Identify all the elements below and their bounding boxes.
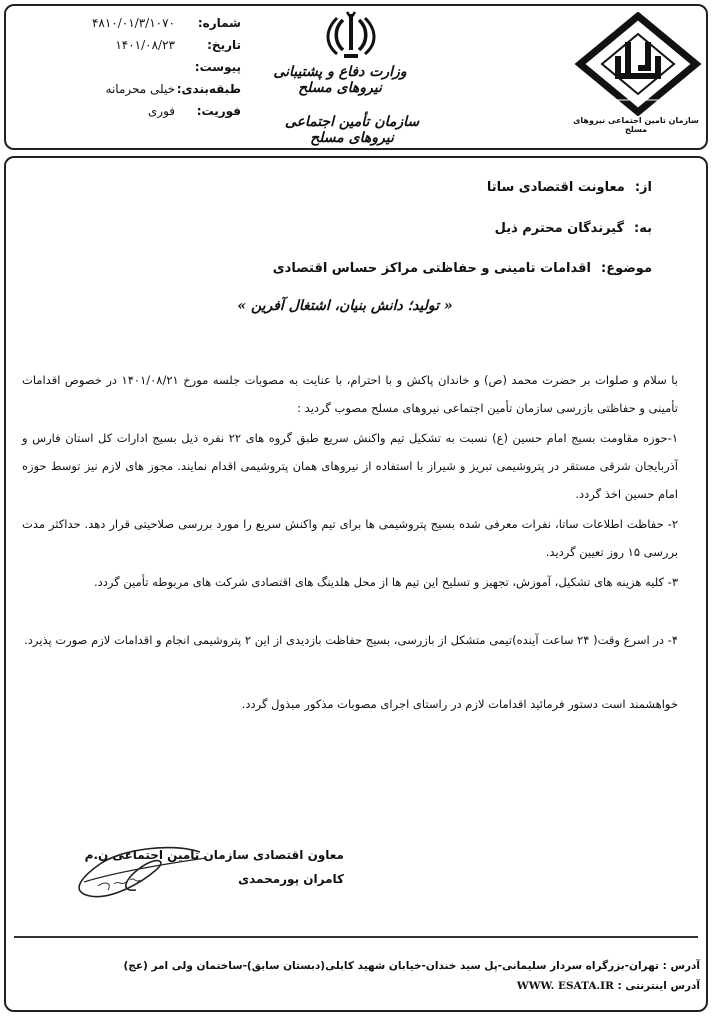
item-1-paragraph: ۱-حوزه مقاومت بسیج امام حسین (ع) نسبت به تشکیل تیم واکنش سریع طبق گروه های ۲۲ نفره ذیل بسیج ادارات کل استان فارس و آذربایجان شرقی مستقر در پتروشیمی تبریز و شیراز با استفاده از نیروهای همان پتروشیمی اقدام نمایند. مجوز های لازم نیز توسط حوزه امام حسین اخذ گردد.	[22, 431, 678, 501]
priority-value: فوری	[147, 104, 175, 118]
motto: « تولید؛ دانش بنیان، اشتغال آفرین »	[237, 298, 453, 314]
to-value: گیرندگان محترم ذیل	[494, 221, 625, 236]
number-value: ۴۸۱۰/۰۱/۳/۱۰۷۰	[91, 16, 175, 30]
national-emblem-icon	[326, 10, 376, 62]
subject-label: موضوع:	[601, 261, 652, 276]
subject-value: اقدامات تامینی و حفاظتی مراکز حساس اقتصادی	[272, 261, 591, 276]
closing-paragraph: خواهشمند است دستور فرمائید اقدامات لازم در راستای اجرای مصوبات مذکور مبذول گردد.	[241, 697, 678, 711]
from-value: معاونت اقتصادی ساتا	[486, 180, 625, 195]
from-line	[487, 180, 652, 195]
from-label: از:	[634, 180, 652, 195]
organization-name: سازمان تأمین اجتماعی نیروهای مسلح	[284, 114, 420, 146]
date-value: ۱۴۰۱/۰۸/۲۳	[115, 38, 175, 52]
to-label: به:	[634, 221, 652, 236]
subject-line	[273, 261, 652, 276]
classification-label: طبقه‌بندی:	[176, 82, 241, 96]
item-3-paragraph: ۳- کلیه هزینه های تشکیل، آموزش، تجهیز و تسلیح این تیم ها از محل هلدینگ های اقتصادی شرکت های مربوطه تأمین گردد.	[94, 575, 678, 589]
ministry-name: وزارت دفاع و پشتیبانی نیروهای مسلح	[273, 64, 407, 96]
classification-value: خیلی محرمانه	[105, 82, 175, 96]
date-label: تاریخ:	[207, 38, 241, 52]
handwritten-signature-icon	[60, 840, 210, 910]
number-row	[66, 12, 241, 34]
attachment-row	[66, 56, 241, 78]
to-line	[495, 221, 652, 236]
logo-caption: سازمان تامین اجتماعی نیروهای مسلح	[573, 116, 699, 134]
letter-meta	[66, 12, 241, 122]
number-label: شماره:	[197, 16, 241, 30]
classification-row	[66, 78, 241, 100]
date-row	[66, 34, 241, 56]
signatory-name: کامران پورمحمدی	[238, 872, 344, 886]
satta-logo-icon	[574, 12, 702, 116]
footer-divider	[14, 936, 698, 938]
footer-address: آدرس : تهران-بزرگراه سردار سلیمانی-پل سید خندان-خیابان شهید کابلی(دبستان سابق)-ساختمان ولی امر (عج)	[123, 960, 700, 972]
signatory-title: معاون اقتصادی سازمان تامین اجتماعی ن.م	[84, 848, 344, 862]
item-4-paragraph: ۴- در اسرع وقت( ۲۴ ساعت آینده)تیمی متشکل از بازرسی، بسیج حفاظت بازدیدی از این ۲ پتروشیمی انجام و اقدامات لازم صورت پذیرد.	[24, 633, 678, 647]
website-label: آدرس اینترنتی :	[617, 980, 700, 992]
website-value: WWW. ESATA.IR	[516, 980, 614, 992]
attachment-label: پیوست:	[194, 60, 241, 74]
item-2-paragraph: ۲- حفاظت اطلاعات ساتا، نفرات معرفی شده بسیج پتروشیمی ها برای تیم واکنش سریع را مورد بررسی صلاحیتی قرار دهد. حداکثر مدت بررسی ۱۵ روز تعیین گردید.	[22, 517, 678, 559]
priority-label: فوریت:	[196, 104, 241, 118]
intro-paragraph: با سلام و صلوات بر حضرت محمد (ص) و خاندان پاکش و با احترام، با عنایت به مصوبات جلسه مورخ ۱۴۰۱/۰۸/۲۱ در خصوص اقدامات تأمینی و حفاظتی بازرسی سازمان تأمین اجتماعی نیروهای مسلح مصوب گردید :	[22, 373, 678, 415]
footer-website	[70, 980, 700, 992]
priority-row	[66, 100, 241, 122]
